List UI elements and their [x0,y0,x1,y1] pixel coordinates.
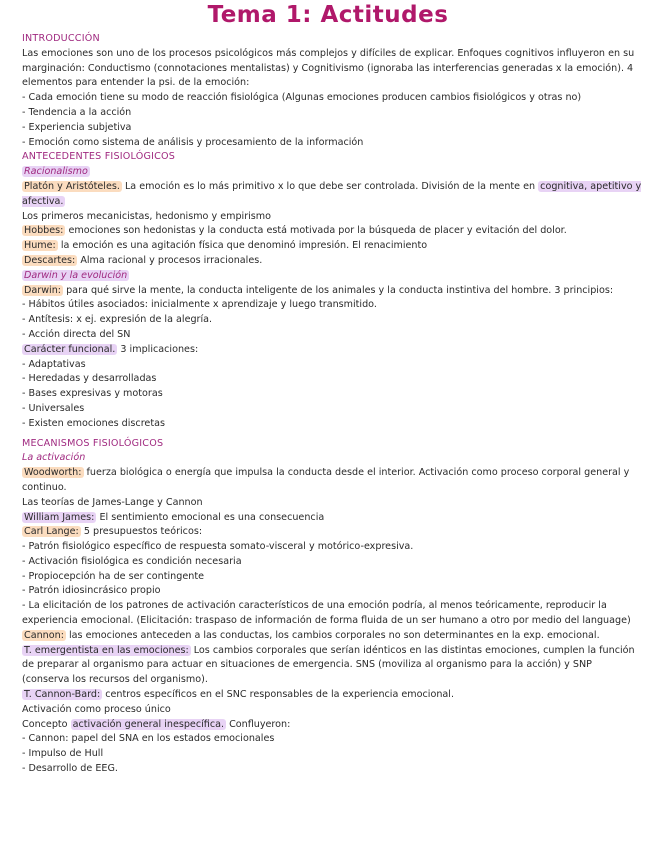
cannon-bard-key: T. Cannon-Bard: [24,689,101,701]
hume-key: Hume: [24,240,56,252]
list-item: - Cannon: papel del SNA en los estados emocionales [22,732,642,747]
list-item: - Activación fisiológica es condición necesaria [22,555,642,570]
list-item: - La elicitación de los patrones de activación característicos de una emoción podría, al menos teóricamente, reproducir la experiencia emocional. (Elicitación: traspaso de información de forma fluida de un ser humano a otro por medio del language) [22,599,642,629]
platon-highlight: cognitiva, apetitivo y afectiva. [22,180,642,207]
emergentista-paragraph [22,644,642,688]
list-item: - Experiencia subjetiva [22,121,642,136]
woodworth-key: Woodworth: [24,467,82,479]
platon-text: La emoción es lo más primitivo x lo que debe ser controlada. División de la mente en [121,180,539,192]
list-item: - Emoción como sistema de análisis y procesamiento de la información [22,136,642,151]
woodworth-text: fuerza biológica o energía que impulsa la conducta desde el interior. Activación como proceso corporal general y continuo. [22,467,630,493]
list-item: - Tendencia a la acción [22,106,642,121]
cannon-bard-text: centros específicos en el SNC responsables de la experiencia emocional. [102,689,454,701]
subheading-activacion: La activación [22,452,86,464]
darwin-text: para qué sirve la mente, la conducta inteligente de los animales y la conducta instintiva del hombre. 3 principios: [63,284,614,296]
emergentista-text: Los cambios corporales que serían idénticos en las distintas emociones, cumplen la función de preparar al organismo para actuar en situaciones de emergencia. SNS (moviliza al organismo para la acción) y SNP (conserva los recursos del organismo). [22,644,635,686]
woodworth-paragraph [22,466,642,496]
caracter-paragraph [22,343,642,358]
platon-paragraph [22,180,642,210]
emergentista-key: T. emergentista en las emociones: [24,644,189,656]
intro-paragraph: Las emociones son uno de los procesos psicológicos más complejos y difíciles de explicar. Enfoques cognitivos influyeron en su marginación: Conductismo (connotaciones mentalistas) y Cognitivismo (ignoraba las interferencias generadas x la emoción). 4 elementos para entender la psi. de la emoción: [22,47,635,89]
cannon-key: Cannon: [24,629,64,641]
list-item: - Hábitos útiles asociados: inicialmente x aprendizaje y luego transmitido. [22,298,642,313]
descartes-key: Descartes: [24,254,76,266]
proceso-unico-line: Activación como proceso único [22,703,171,715]
descartes-text: Alma racional y procesos irracionales. [77,254,263,266]
caracter-key: Carácter funcional. [24,343,116,355]
hobbes-key: Hobbes: [24,225,64,237]
list-item: - Universales [22,402,642,417]
darwin-key: Darwin: [24,284,62,296]
list-item: - Patrón fisiológico específico de respuesta somato-visceral y motórico-expresiva. [22,540,642,555]
hume-paragraph [22,239,642,254]
list-item: - Acción directa del SN [22,328,642,343]
lange-paragraph [22,525,642,540]
darwin-paragraph [22,284,642,299]
list-item: - Existen emociones discretas [22,417,642,432]
teorias-line: Las teorías de James-Lange y Cannon [22,496,203,508]
caracter-text: 3 implicaciones: [117,343,199,355]
page-title: Tema 1: Actitudes [207,2,449,28]
subheading-racionalismo [22,165,642,180]
list-item: - Patrón idiosincrásico propio [22,584,642,599]
concepto-paragraph [22,718,642,733]
subheading-darwin-label: Darwin y la evolución [24,269,128,281]
concepto-key: activación general inespecífica. [72,718,225,730]
section-heading-antecedentes: ANTECEDENTES FISIOLÓGICOS [22,151,176,163]
james-text: El sentimiento emocional es una consecuencia [96,511,325,523]
subheading-racionalismo-label: Racionalismo [24,166,88,178]
section-heading-introduccion: INTRODUCCIÓN [22,33,100,44]
subheading-darwin [22,269,642,284]
list-item: - Impulso de Hull [22,747,642,762]
cannon-bard-paragraph [22,688,642,703]
list-item: - Cada emoción tiene su modo de reacción fisiológica (Algunas emociones producen cambios fisiológicos y otras no) [22,91,642,106]
section-heading-mecanismos: MECANISMOS FISIOLÓGICOS [22,437,164,449]
list-item: - Desarrollo de EEG. [22,762,642,777]
cannon-text: las emociones anteceden a las conductas, los cambios corporales no son determinantes en la exp. emocional. [65,629,600,641]
descartes-paragraph [22,254,642,269]
platon-key: Platón y Aristóteles. [24,180,120,192]
list-item: - Adaptativas [22,358,642,373]
list-item: - Heredadas y desarrolladas [22,372,642,387]
list-item: - Antítesis: x ej. expresión de la alegría. [22,313,642,328]
mecanicistas-line: Los primeros mecanicistas, hedonismo y empirismo [22,210,272,222]
lange-key: Carl Lange: [24,526,79,538]
james-paragraph [22,511,642,526]
james-key: William James: [24,511,95,523]
hume-text: la emoción es una agitación física que denominó impresión. El renacimiento [57,240,428,252]
hobbes-paragraph [22,224,642,239]
list-item: - Bases expresivas y motoras [22,387,642,402]
concepto-pre: Concepto [22,718,71,730]
list-item: - Propiocepción ha de ser contingente [22,570,642,585]
notes-content [22,32,642,777]
hobbes-text: emociones son hedonistas y la conducta está motivada por la búsqueda de placer y evitación del dolor. [65,225,567,237]
lange-text: 5 presupuestos teóricos: [80,526,203,538]
cannon-paragraph [22,629,642,644]
concepto-post: Confluyeron: [226,718,291,730]
